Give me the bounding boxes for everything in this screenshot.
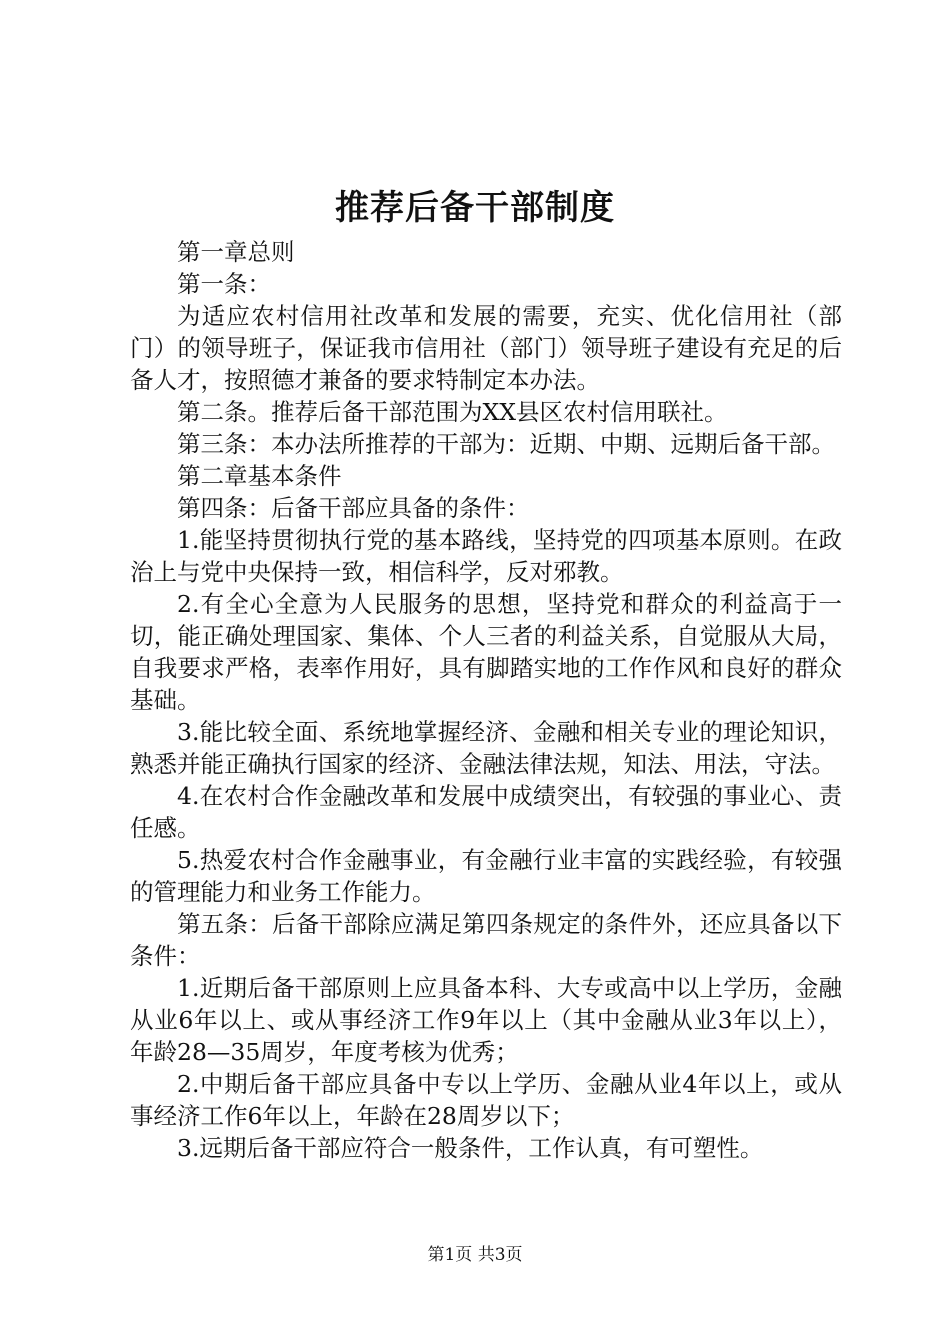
list-item: 5.热爱农村合作金融事业，有金融行业丰富的实践经验，有较强的管理能力和业务工作能力。 [130, 846, 842, 906]
list-item: 3.远期后备干部应符合一般条件，工作认真，有可塑性。 [177, 1134, 764, 1162]
chapter-heading: 第二章基本条件 [177, 462, 342, 490]
page-footer: 第1页 共3页 [427, 1245, 523, 1265]
paragraph: 第三条：本办法所推荐的干部为：近期、中期、远期后备干部。 [177, 430, 835, 458]
paragraph: 第五条：后备干部除应满足第四条规定的条件外，还应具备以下条件： [130, 910, 842, 970]
document-body [130, 236, 842, 1164]
document-title: 推荐后备干部制度 [335, 188, 615, 228]
paragraph: 第二条。推荐后备干部范围为XX县区农村信用联社。 [177, 398, 728, 426]
list-item: 1.能坚持贯彻执行党的基本路线，坚持党的四项基本原则。在政治上与党中央保持一致，相信科学，反对邪教。 [130, 526, 842, 586]
article-heading: 第一条： [177, 270, 271, 298]
chapter-heading: 第一章总则 [177, 238, 295, 266]
list-item: 4.在农村合作金融改革和发展中成绩突出，有较强的事业心、责任感。 [130, 782, 842, 842]
list-item: 1.近期后备干部原则上应具备本科、大专或高中以上学历，金融从业6年以上、或从事经济工作9年以上（其中金融从业3年以上），年龄28—35周岁，年度考核为优秀； [130, 974, 842, 1066]
list-item: 2.有全心全意为人民服务的思想，坚持党和群众的利益高于一切，能正确处理国家、集体、个人三者的利益关系，自觉服从大局，自我要求严格，表率作用好，具有脚踏实地的工作作风和良好的群众基础。 [130, 590, 842, 714]
list-item: 2.中期后备干部应具备中专以上学历、金融从业4年以上，或从事经济工作6年以上，年龄在28周岁以下； [130, 1070, 842, 1130]
article-heading: 第四条：后备干部应具备的条件： [177, 494, 530, 522]
paragraph: 为适应农村信用社改革和发展的需要，充实、优化信用社（部门）的领导班子，保证我市信用社（部门）领导班子建设有充足的后备人才，按照德才兼备的要求特制定本办法。 [130, 302, 842, 394]
list-item: 3.能比较全面、系统地掌握经济、金融和相关专业的理论知识，熟悉并能正确执行国家的经济、金融法律法规，知法、用法，守法。 [130, 718, 842, 778]
